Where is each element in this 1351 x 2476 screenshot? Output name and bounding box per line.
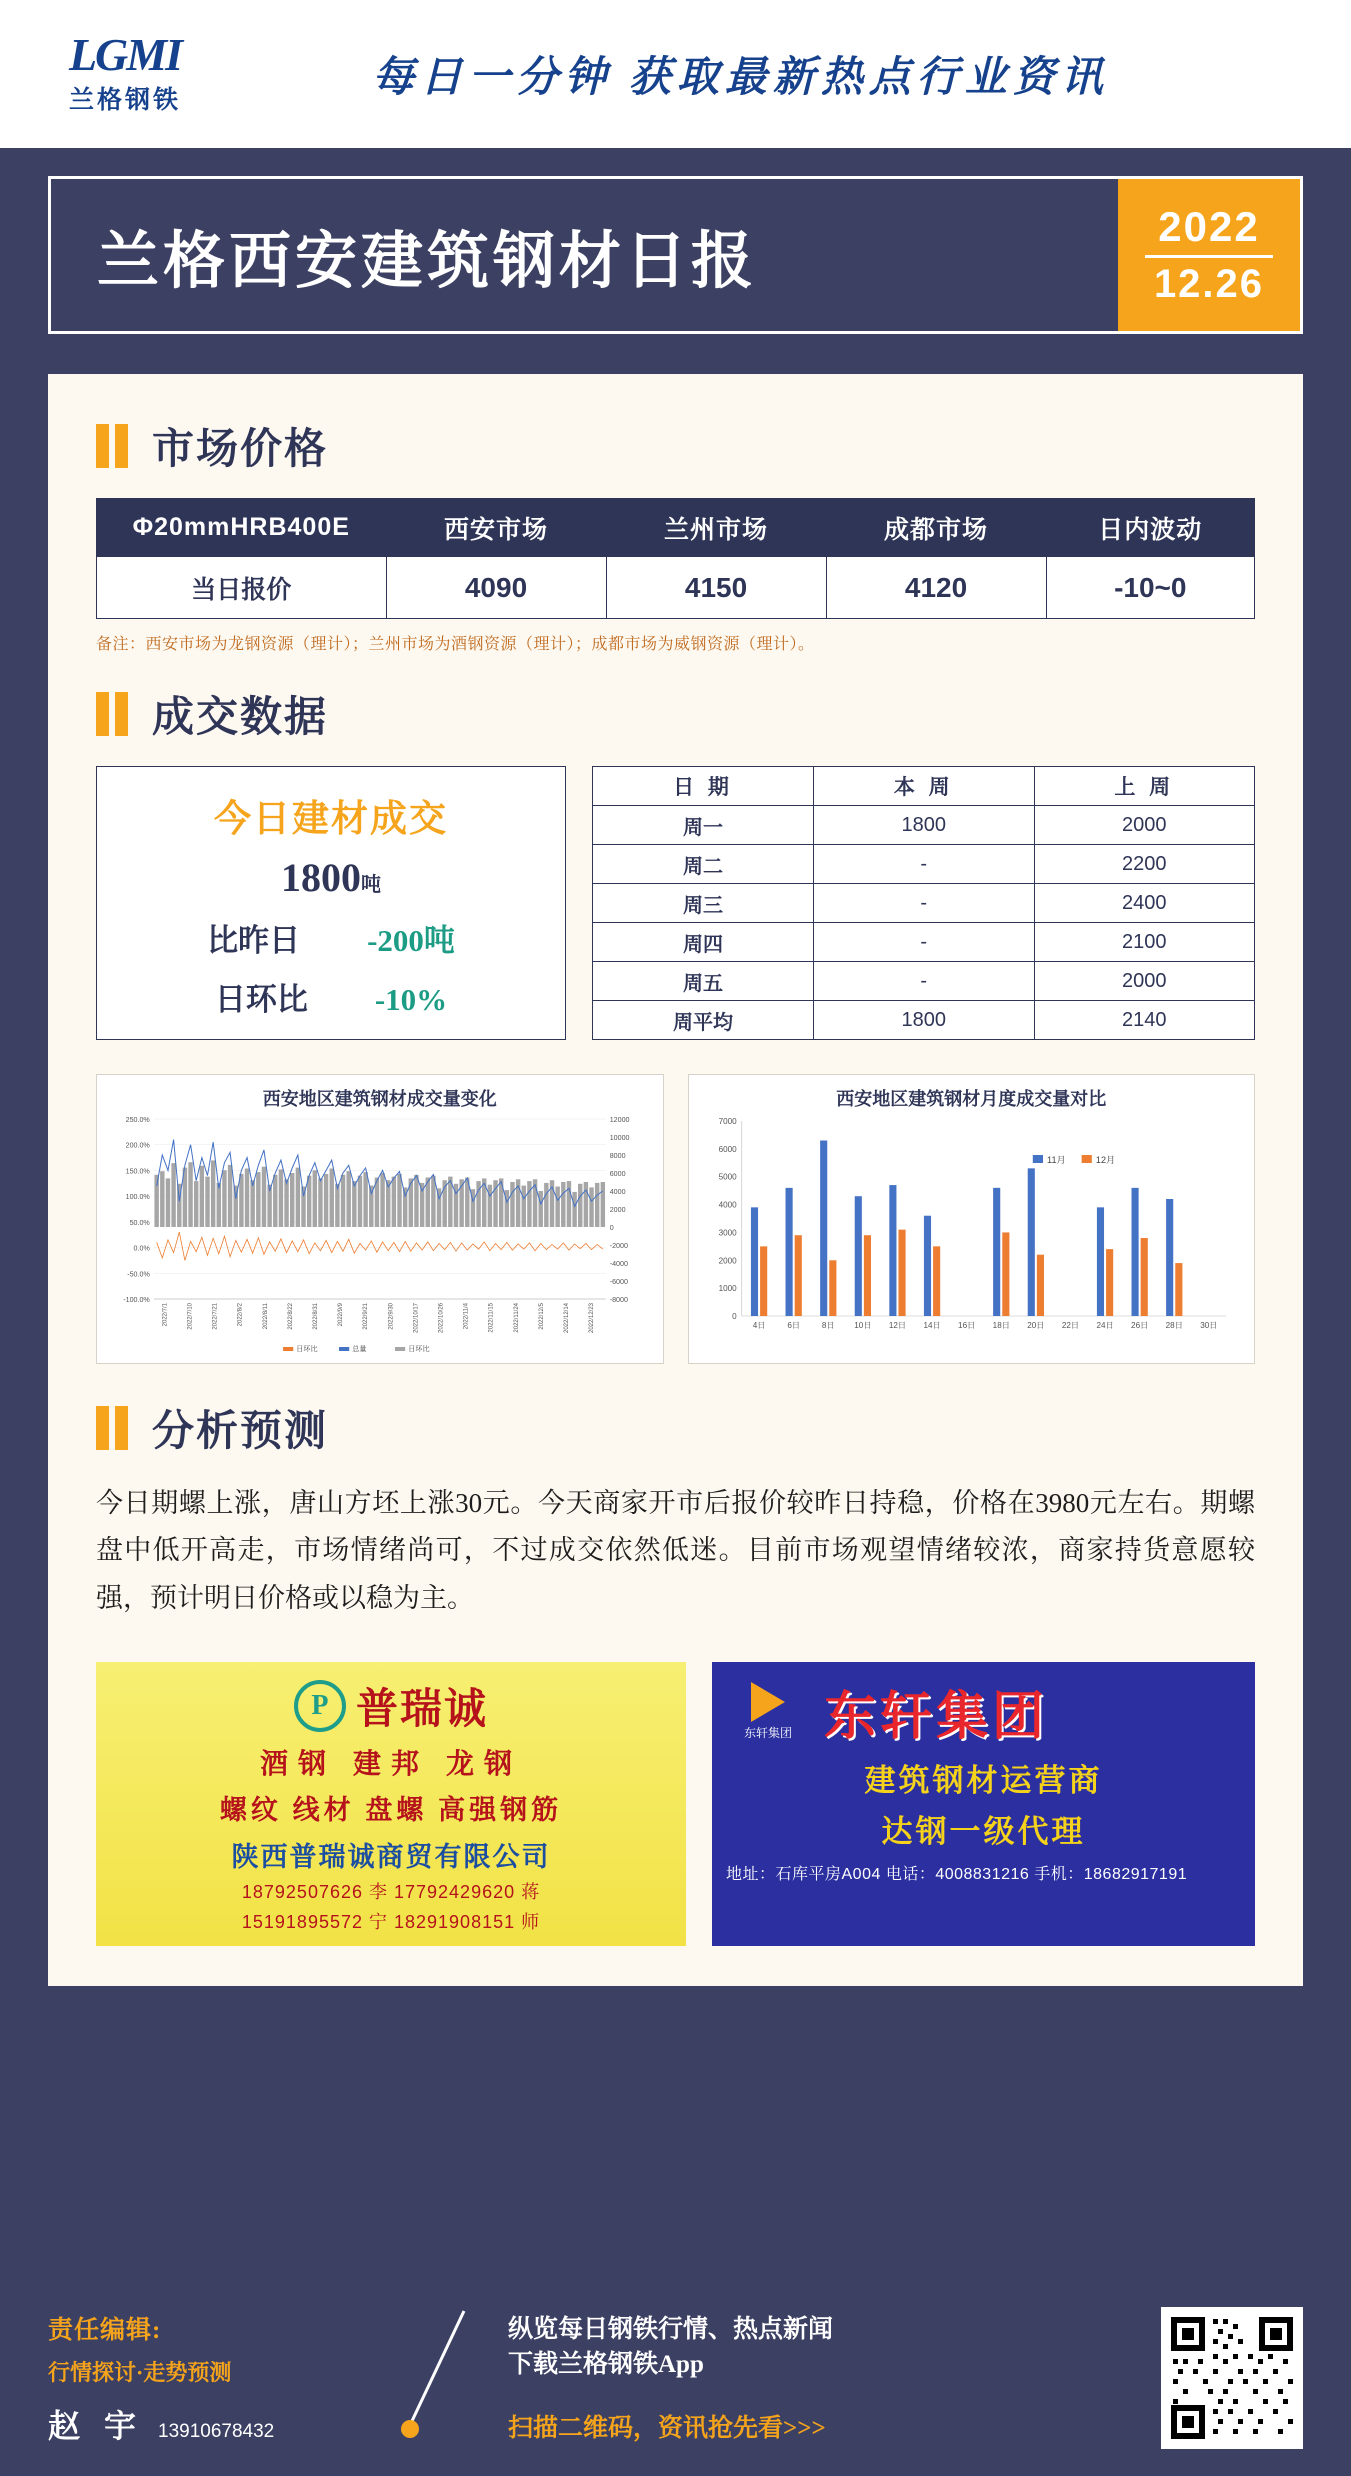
svg-text:4000: 4000 [718, 1200, 737, 1210]
svg-text:250.0%: 250.0% [125, 1117, 150, 1124]
deal-compare-key: 比昨日 [207, 922, 301, 958]
deal-cell-this: - [814, 962, 1034, 1001]
svg-text:18日: 18日 [992, 1321, 1010, 1330]
ad2-line2: 建筑钢材运营商 [864, 1762, 1103, 1798]
svg-text:2022/7/21: 2022/7/21 [212, 1303, 219, 1330]
svg-text:7000: 7000 [718, 1117, 737, 1126]
price-col-fluct: 日内波动 [1046, 499, 1254, 557]
svg-text:2022/8/22: 2022/8/22 [287, 1303, 294, 1330]
deal-cell-day: 周一 [593, 806, 814, 845]
price-value-xian: 4090 [386, 557, 606, 619]
svg-text:-6000: -6000 [609, 1279, 628, 1286]
deal-table-header-row [593, 767, 1255, 806]
ad1-contact-1: 18792507626 李 17792429620 蒋 [241, 1881, 541, 1902]
ad2-brand: 东轩集团 [824, 1688, 1049, 1746]
svg-text:2022/10/17: 2022/10/17 [413, 1303, 420, 1334]
svg-text:-100.0%: -100.0% [123, 1297, 150, 1304]
deal-cell-last: 2000 [1034, 962, 1255, 1001]
chart-bar-container [688, 1074, 1256, 1364]
svg-text:6000: 6000 [718, 1144, 737, 1154]
chart-bar-title: 西安地区建筑钢材月度成交量对比 [836, 1089, 1107, 1109]
svg-text:2022/9/21: 2022/9/21 [363, 1303, 370, 1330]
deal-col-date: 日 期 [593, 767, 814, 806]
deal-cell-this: - [814, 884, 1034, 923]
section-header-deal [96, 684, 1255, 744]
footer-editor-block [48, 2310, 378, 2447]
deal-cell-last: 2200 [1034, 845, 1255, 884]
deal-cell-this: 1800 [814, 806, 1034, 845]
ad1-contact-2: 15191895572 宁 18291908151 师 [241, 1911, 541, 1932]
footer-promo-line2: 下载兰格钢铁App [508, 2351, 704, 2378]
deal-amount-value: 1800 [281, 854, 361, 900]
deal-ratio-value: -10% [374, 981, 448, 1017]
price-col-chengdu: 成都市场 [826, 499, 1046, 557]
deal-cell-day: 周三 [593, 884, 814, 923]
svg-text:150.0%: 150.0% [125, 1168, 150, 1176]
svg-text:8日: 8日 [821, 1321, 835, 1330]
logo-text: LGMI [68, 29, 182, 80]
section-header-analysis [96, 1398, 1255, 1458]
deal-cell-last: 2400 [1034, 884, 1255, 923]
deal-amount-unit: 吨 [361, 873, 381, 896]
svg-text:14日: 14日 [922, 1321, 941, 1330]
ad2-logo-icon [726, 1679, 810, 1743]
price-table-row [97, 557, 1255, 619]
svg-text:-50.0%: -50.0% [127, 1271, 150, 1279]
svg-text:4000: 4000 [609, 1189, 626, 1196]
ad-puruicheng[interactable] [96, 1662, 686, 1946]
table-row [593, 962, 1255, 1001]
deal-cell-day: 周五 [593, 962, 814, 1001]
deal-ratio-row [215, 974, 447, 1019]
section-header-price [96, 416, 1255, 476]
section-bars-icon [96, 1406, 134, 1450]
date-badge [1118, 179, 1300, 331]
deal-summary-amount [281, 854, 381, 901]
ad2-logo-caption: 东轩集团 [743, 1725, 792, 1740]
deal-col-lastweek: 上 周 [1034, 767, 1255, 806]
divider-line-icon [378, 2303, 498, 2453]
svg-text:20日: 20日 [1026, 1321, 1044, 1330]
price-row-label: 当日报价 [97, 557, 387, 619]
table-row [593, 806, 1255, 845]
svg-text:50.0%: 50.0% [129, 1219, 150, 1227]
footer-editor-name: 赵 宇 [48, 2407, 145, 2444]
svg-text:0: 0 [609, 1225, 614, 1232]
footer-editor-tag: 行情探讨·走势预测 [48, 2359, 232, 2385]
svg-text:6日: 6日 [786, 1321, 800, 1330]
svg-text:100.0%: 100.0% [125, 1194, 150, 1202]
svg-text:26日: 26日 [1130, 1321, 1148, 1330]
svg-text:22日: 22日 [1061, 1321, 1079, 1330]
report-title-band [48, 176, 1303, 334]
svg-text:2022/12/5: 2022/12/5 [538, 1303, 545, 1330]
svg-text:2022/9/9: 2022/9/9 [338, 1303, 345, 1327]
svg-text:0.0%: 0.0% [133, 1245, 150, 1253]
chart-line-svg [105, 1111, 655, 1357]
svg-text:12000: 12000 [609, 1117, 630, 1124]
svg-text:3000: 3000 [718, 1228, 737, 1238]
section-bars-icon [96, 424, 134, 468]
svg-text:2000: 2000 [718, 1256, 737, 1266]
section-title-analysis: 分析预测 [152, 1409, 329, 1455]
price-col-lanzhou: 兰州市场 [606, 499, 826, 557]
svg-text:2022/11/24: 2022/11/24 [513, 1303, 520, 1333]
ad1-logo-icon [294, 1680, 346, 1732]
deal-cell-this: - [814, 845, 1034, 884]
price-col-spec: Φ20mmHRB400E [97, 499, 387, 557]
header-slogan: 每日一分钟 获取最新热点行业资讯 [372, 55, 1109, 101]
svg-text:-4000: -4000 [609, 1261, 628, 1268]
deal-compare-value: -200吨 [367, 922, 455, 958]
ad1-company: 陕西普瑞诚商贸有限公司 [231, 1841, 551, 1872]
deal-cell-this: - [814, 923, 1034, 962]
chart-bar-svg [697, 1111, 1247, 1357]
svg-text:4日: 4日 [752, 1321, 765, 1330]
section-title-price: 市场价格 [152, 427, 329, 473]
ad1-line2: 酒钢 建邦 龙钢 [259, 1748, 522, 1780]
deal-summary-title: 今日建材成交 [214, 798, 448, 840]
ad1-logo-letter: P [311, 1689, 329, 1721]
footer-editor-tel: 13910678432 [158, 2420, 275, 2442]
svg-text:1000: 1000 [718, 1284, 737, 1294]
svg-text:-2000: -2000 [609, 1243, 628, 1250]
price-table-note: 备注：西安市场为龙钢资源（理计）；兰州市场为酒钢资源（理计）；成都市场为威钢资源（理计）。 [96, 636, 815, 653]
ad1-brand-row [96, 1676, 686, 1736]
footer-editor-label: 责任编辑: [48, 2316, 162, 2344]
svg-text:8000: 8000 [609, 1153, 626, 1160]
footer-promo-line3: 扫描二维码，资讯抢先看>>> [508, 2415, 826, 2442]
svg-text:5000: 5000 [718, 1172, 737, 1182]
svg-text:2022/8/2: 2022/8/2 [237, 1303, 244, 1327]
logo-subtitle: 兰格钢铁 [68, 87, 181, 114]
deal-cell-last: 2100 [1034, 923, 1255, 962]
deal-table [592, 766, 1255, 1040]
analysis-paragraph: 今日期螺上涨，唐山方坯上涨30元。今天商家开市后报价较昨日持稳，价格在3980元左右。期螺盘中低开高走，市场情绪尚可，不过成交依然低迷。目前市场观望情绪较浓，商家持货意愿较强，预计明日价格或以稳为主。 [96, 1488, 1255, 1613]
svg-text:0: 0 [731, 1312, 737, 1321]
ad2-brand-row [726, 1674, 1241, 1749]
page-footer [0, 2280, 1351, 2476]
table-row [593, 884, 1255, 923]
deal-cell-day: 周二 [593, 845, 814, 884]
table-row [593, 1001, 1255, 1040]
content-card [48, 374, 1303, 1986]
ad1-line3: 螺纹 线材 盘螺 高强钢筋 [219, 1794, 563, 1825]
svg-text:30日: 30日 [1199, 1321, 1217, 1330]
deal-ratio-key: 日环比 [214, 981, 308, 1017]
svg-text:10000: 10000 [609, 1135, 630, 1142]
svg-text:2022/12/23: 2022/12/23 [589, 1303, 596, 1334]
svg-text:2022/7/1: 2022/7/1 [162, 1303, 169, 1327]
svg-text:2022/12/14: 2022/12/14 [563, 1303, 571, 1334]
svg-text:11月: 11月 [1046, 1155, 1066, 1165]
svg-text:2022/8/11: 2022/8/11 [262, 1303, 269, 1330]
chart-line-container [96, 1074, 664, 1364]
svg-text:日环比: 日环比 [296, 1346, 318, 1353]
price-value-chengdu: 4120 [826, 557, 1046, 619]
ad2-line3: 达钢一级代理 [881, 1813, 1086, 1849]
footer-divider [378, 2303, 498, 2453]
deal-col-thisweek: 本 周 [814, 767, 1034, 806]
svg-text:2022/9/30: 2022/9/30 [388, 1303, 395, 1330]
deal-summary-card [96, 766, 566, 1040]
svg-text:200.0%: 200.0% [125, 1142, 150, 1150]
deal-cell-day: 周平均 [593, 1001, 814, 1040]
arrow-icon [751, 1682, 785, 1722]
deal-cell-last: 2140 [1034, 1001, 1255, 1040]
footer-promo-block [498, 2312, 1161, 2444]
footer-promo-line1: 纵览每日钢铁行情、热点新闻 [508, 2316, 834, 2343]
svg-text:2022/11/4: 2022/11/4 [463, 1303, 470, 1330]
svg-text:总量: 总量 [352, 1346, 367, 1353]
svg-text:12月: 12月 [1095, 1155, 1115, 1165]
ad-dongxuan[interactable] [712, 1662, 1255, 1946]
chart-line-title: 西安地区建筑钢材成交量变化 [262, 1089, 497, 1109]
qr-code[interactable] [1161, 2307, 1303, 2449]
deal-data-wrap [96, 766, 1255, 1040]
svg-text:24日: 24日 [1095, 1321, 1114, 1330]
deal-cell-day: 周四 [593, 923, 814, 962]
page-title: 兰格西安建筑钢材日报 [97, 227, 758, 296]
svg-text:28日: 28日 [1165, 1321, 1183, 1330]
svg-text:16日: 16日 [957, 1321, 975, 1330]
logo-mark [68, 29, 182, 80]
section-bars-icon [96, 692, 134, 736]
date-day: 12.26 [1145, 255, 1273, 307]
price-value-lanzhou: 4150 [606, 557, 826, 619]
price-value-fluct: -10~0 [1046, 557, 1254, 619]
deal-compare-row [207, 915, 455, 960]
price-col-xian: 西安市场 [386, 499, 606, 557]
section-title-deal: 成交数据 [152, 695, 329, 741]
svg-text:6000: 6000 [609, 1171, 626, 1178]
svg-text:2022/10/26: 2022/10/26 [438, 1303, 445, 1334]
page-header [0, 0, 1351, 148]
qr-code-icon [1167, 2313, 1297, 2443]
price-table [96, 498, 1255, 619]
svg-text:2022/11/15: 2022/11/15 [488, 1303, 495, 1333]
price-table-header-row [97, 499, 1255, 557]
svg-text:-8000: -8000 [609, 1297, 628, 1304]
deal-table-wrap [592, 766, 1255, 1040]
deal-cell-last: 2000 [1034, 806, 1255, 845]
svg-text:2022/8/31: 2022/8/31 [312, 1303, 320, 1330]
svg-text:12日: 12日 [888, 1321, 906, 1330]
table-row [593, 923, 1255, 962]
svg-text:2000: 2000 [609, 1207, 626, 1214]
svg-text:日环比: 日环比 [408, 1346, 430, 1353]
ads-row [96, 1662, 1255, 1946]
svg-text:2022/7/10: 2022/7/10 [187, 1303, 194, 1330]
ad1-brand: 普瑞诚 [355, 1686, 488, 1733]
footer-editor-info [48, 2401, 378, 2447]
ad2-address: 地址：石库平房A004 电话：4008831216 手机：18682917191 [726, 1865, 1188, 1883]
table-row [593, 845, 1255, 884]
deal-cell-this: 1800 [814, 1001, 1034, 1040]
date-year: 2022 [1158, 203, 1260, 250]
charts-row [96, 1074, 1255, 1364]
brand-logo [30, 29, 220, 116]
svg-text:10日: 10日 [853, 1321, 871, 1330]
